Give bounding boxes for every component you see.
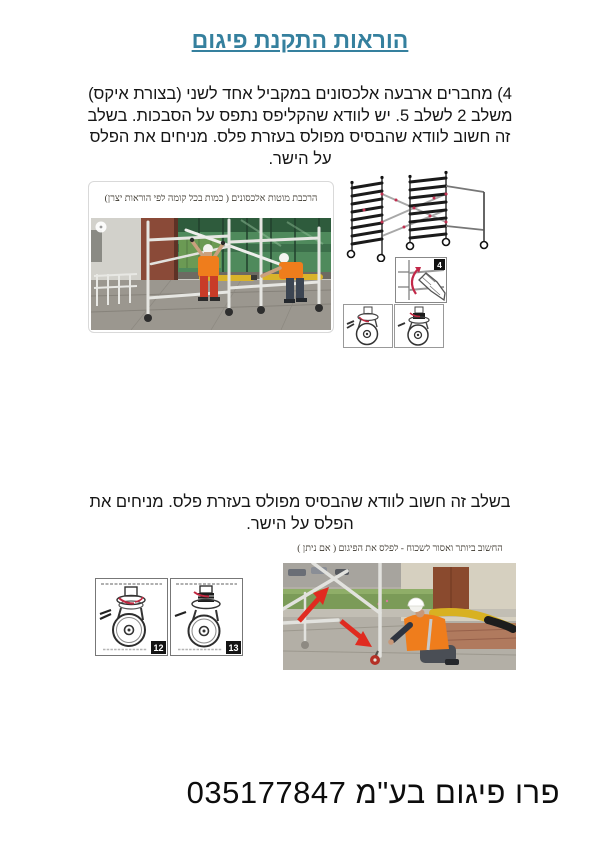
assembly-figure bbox=[88, 181, 334, 333]
caster-diagram-small-1 bbox=[343, 304, 393, 348]
company-footer: פרו פיגום בע"מ 035177847 bbox=[186, 775, 560, 810]
clip-instruction-diagram bbox=[395, 257, 447, 303]
leveling-photo bbox=[283, 563, 516, 670]
rear-caster bbox=[301, 641, 309, 649]
leveling-paragraph: בשלב זה חשוב לוודא שהבסיס מפולס בעזרת פלס. מניחים את הפלס על הישר. bbox=[89, 493, 511, 533]
diagram-side-face bbox=[446, 186, 488, 249]
intro-paragraph: 4) מחברים ארבעה אלכסונים במקביל אחד לשני (בצורת איקס) משלב 2 לשלב 5. יש לוודא שהקליפס נתפס על הסבכות. בשלב זה חשוב לוודא שהבסיס מפולס בעזרת פלס. מניחים את הפלס על הישר. bbox=[87, 85, 513, 168]
leveling-figure bbox=[283, 542, 517, 676]
leveling-figure-caption: החשוב ביותר ואסור לשכוח - לפלס את הפיגום ( אם ניתן ) bbox=[297, 544, 503, 554]
caster-diagram-13 bbox=[170, 578, 243, 656]
caster-12-label: 12 bbox=[153, 643, 164, 653]
scaffold-tower-diagram bbox=[334, 170, 504, 262]
page-title: הוראות התקנת פיגום bbox=[191, 27, 409, 53]
assembly-figure-caption: הרכבת מוטות אלכסונים ( כמות בכל קומה לפי הוראות יצרן) bbox=[104, 194, 318, 204]
caster-thumbnails bbox=[343, 304, 444, 348]
caster-adjustment-diagrams bbox=[95, 578, 243, 656]
diagram-frame-left bbox=[348, 176, 385, 262]
caster-13-label: 13 bbox=[228, 643, 239, 653]
caster-diagram-12 bbox=[95, 578, 168, 656]
caster-diagram-small-2 bbox=[394, 304, 444, 348]
diagram-frame-right bbox=[407, 171, 450, 250]
assembly-photo bbox=[91, 218, 331, 330]
clip-step-number: 4 bbox=[437, 260, 442, 270]
